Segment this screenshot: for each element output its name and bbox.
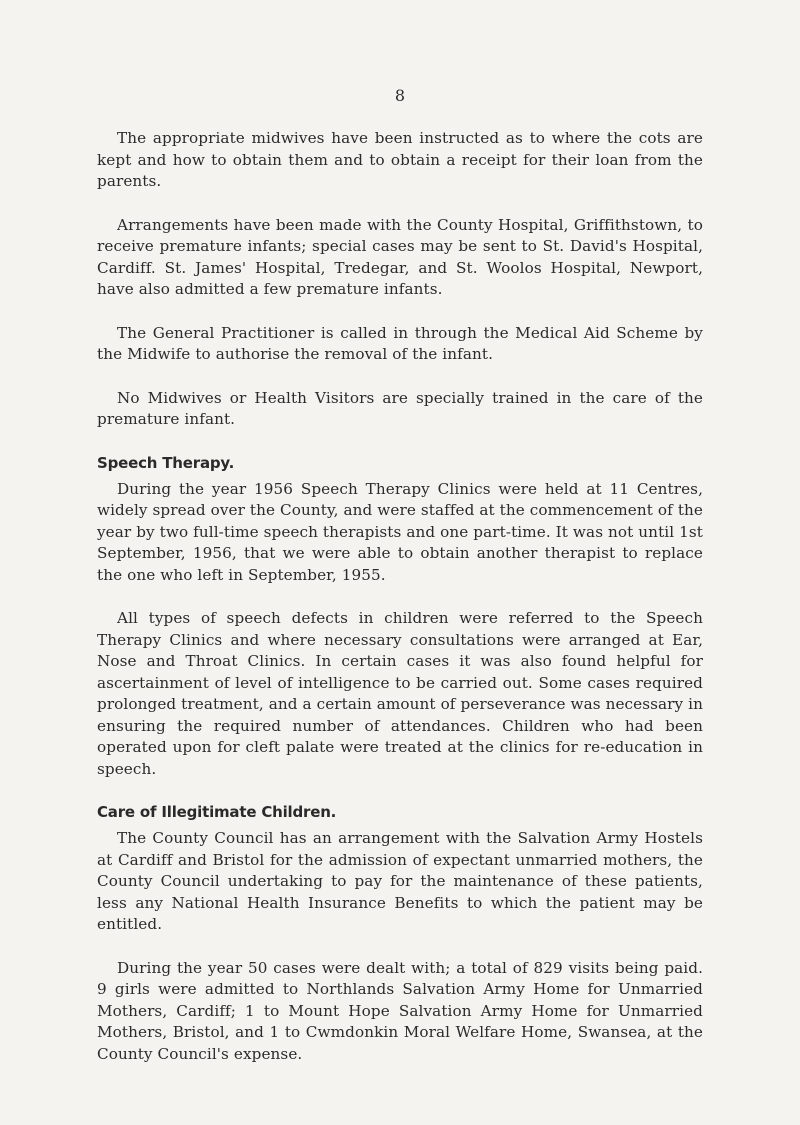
paragraph-training: No Midwives or Health Visitors are specially trained in the care of the premature infant. [97,388,703,428]
paragraph-speech-clinics: During the year 1956 Speech Therapy Clinics were held at 11 Centres, widely spread over the County, and were staffed at the commencement of the year by two full-time speech therapists and one part-time. It was not until 1st September, 1956, that we were able to obtain another therapist to replace the one who left in September, 1955. [97,479,703,584]
page-body [97,128,703,1087]
paragraph-general-practitioner: The General Practitioner is called in through the Medical Aid Scheme by the Midwife to authorise the removal of the infant. [97,323,703,363]
paragraph-cases-year: During the year 50 cases were dealt with; a total of 829 visits being paid. 9 girls were admitted to Northlands Salvation Army Home for Unmarried Mothers, Cardiff; 1 to Mount Hope Salvation Army Home for Unmarried Mothers, Bristol, and 1 to Cwmdonkin Moral Welfare Home, Swansea, at the County Council's expense. [97,958,703,1063]
page-number: 8 [394,86,406,105]
illegitimate-children-heading: Care of Illegitimate Children. [97,803,337,821]
paragraph-speech-defects: All types of speech defects in children were referred to the Speech Therapy Clinics and where necessary consultations were arranged at Ear, Nose and Throat Clinics. In certain cases it was also found helpful for ascertainment of level of intelligence to be carried out. Some cases required prolonged treatment, and a certain amount of perseverance was necessary in ensuring the required number of attendances. Children who had been operated upon for cleft palate were treated at the clinics for re-education in speech. [97,609,703,778]
speech-therapy-heading: Speech Therapy. [97,453,235,472]
paragraph-hospital-arrangements: Arrangements have been made with the County Hospital, Griffithstown, to receive premature infants; special cases may be sent to St. David's Hospital, Cardiff. St. James' Hospital, Tredegar, and St. Woolos Hospital, Newport, have also admitted a few premature infants. [97,215,703,298]
paragraph-cots: The appropriate midwives have been instructed as to where the cots are kept and how to obtain them and to obtain a receipt for their loan from the parents. [97,129,703,190]
paragraph-salvation-army: The County Council has an arrangement with the Salvation Army Hostels at Cardiff and Bristol for the admission of expectant unmarried mothers, the County Council undertaking to pay for the maintenance of these patients, less any National Health Insurance Benefits to which the patient may be entitled. [97,829,703,933]
